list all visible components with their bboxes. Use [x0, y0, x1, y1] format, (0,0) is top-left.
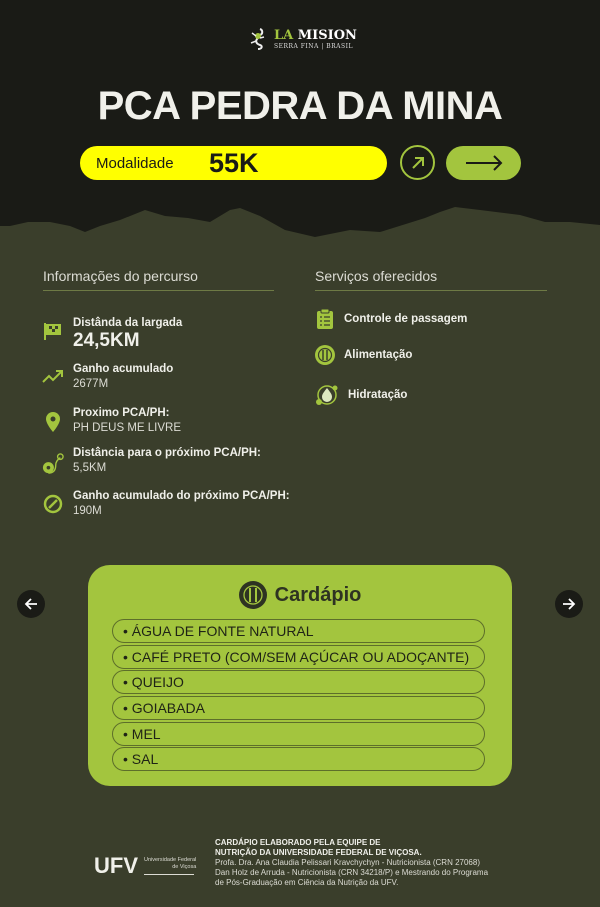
- service-checkpoint: Controle de passagem: [315, 308, 467, 330]
- menu-item: • ÁGUA DE FONTE NATURAL: [112, 619, 485, 643]
- menu-item: • QUEIJO: [112, 670, 485, 694]
- service-food: Alimentação: [315, 345, 412, 365]
- arrow-right-icon: [465, 155, 503, 171]
- ufv-logo: UFV Universidade Federal de Viçosa: [94, 853, 197, 878]
- next-slide-button[interactable]: [555, 590, 583, 618]
- previous-slide-button[interactable]: [17, 590, 45, 618]
- route-info-heading: Informações do percurso: [43, 268, 274, 291]
- menu-item: • SAL: [112, 747, 485, 771]
- service-hydration: Hidratação: [315, 383, 407, 407]
- route-item-elevation-gain: Ganho acumulado 2677M: [42, 363, 173, 390]
- cutlery-icon: [239, 581, 267, 609]
- services-heading: Serviços oferecidos: [315, 268, 547, 291]
- open-external-button[interactable]: [400, 145, 435, 180]
- menu-card: Cardápio • ÁGUA DE FONTE NATURAL • CAFÉ PRETO (COM/SEM AÇÚCAR OU ADOÇANTE) • QUEIJO • GOIABADA • MEL • SAL: [88, 565, 512, 786]
- menu-item: • MEL: [112, 722, 485, 746]
- map-pin-icon: [45, 411, 61, 433]
- lizard-icon: [248, 27, 268, 51]
- route-item-start-distance: Distânda da largada 24,5KM: [42, 317, 182, 352]
- modality-selector[interactable]: Modalidade 55K: [80, 146, 387, 180]
- cutlery-icon: [315, 345, 335, 365]
- route-icon: [42, 451, 64, 477]
- menu-item: • CAFÉ PRETO (COM/SEM AÇÚCAR OU ADOÇANTE): [112, 645, 485, 669]
- arrow-up-right-icon: [410, 155, 426, 171]
- route-item-next-pca: Proximo PCA/PH: PH DEUS ME LIVRE: [42, 407, 181, 434]
- la-mision-logo: LA MISION SERRA FINA | BRASIL: [248, 27, 357, 51]
- water-drop-icon: [315, 383, 339, 407]
- menu-item: • GOIABADA: [112, 696, 485, 720]
- trending-up-icon: [42, 367, 64, 385]
- clipboard-icon: [315, 308, 335, 330]
- footer-credits: CARDÁPIO ELABORADO PELA EQUIPE DE NUTRIÇÃO DA UNIVERSIDADE FEDERAL DE VIÇOSA. Profa. Dra. Ana Claudia Pelissari Kravchychyn - Nutricionista (CRN 27068) Dan Holz de Arruda - Nutricionista (CRN 34218/P) e Mestrando do Programa de Pós-Graduação em Ciência da Nutrição da UFV.: [215, 838, 489, 887]
- arrow-right-icon: [562, 597, 576, 611]
- checkered-flag-icon: [43, 321, 63, 341]
- next-button[interactable]: [446, 146, 521, 180]
- page-title: PCA PEDRA DA MINA: [97, 84, 503, 128]
- route-item-next-gain: Ganho acumulado do próximo PCA/PH: 190M: [42, 490, 290, 517]
- route-item-next-distance: Distância para o próximo PCA/PH: 5,5KM: [42, 447, 261, 477]
- compass-icon: [43, 494, 63, 514]
- arrow-left-icon: [24, 597, 38, 611]
